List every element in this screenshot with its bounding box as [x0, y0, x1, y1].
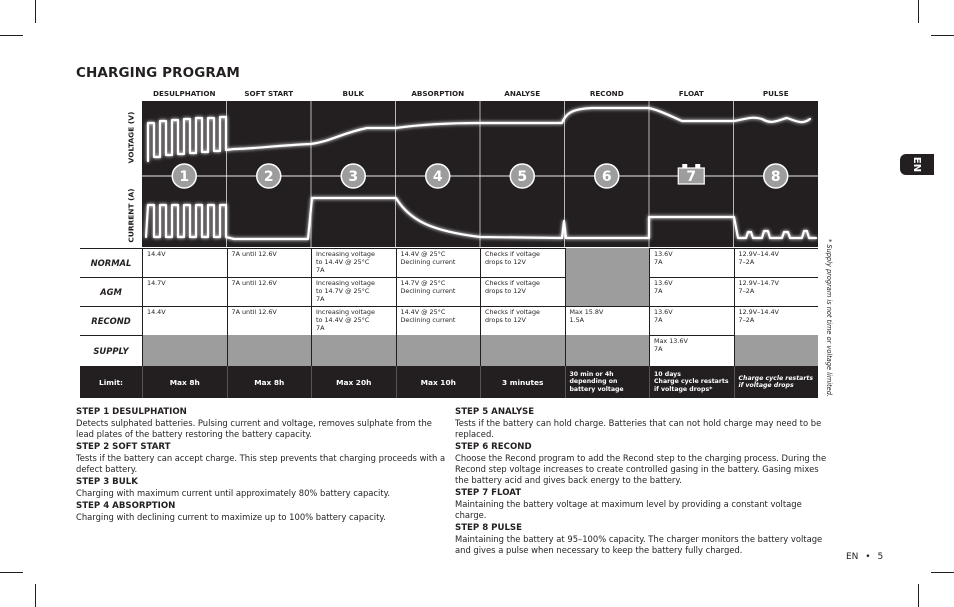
phase-header-soft-start: SOFT START — [244, 89, 294, 98]
limit-label: Limit: — [99, 377, 123, 387]
table-cell — [480, 335, 565, 366]
step-block — [455, 442, 827, 486]
step-title: STEP 8 PULSE — [455, 523, 522, 533]
table-cell — [396, 335, 481, 366]
limit-cell: Max 8h — [227, 366, 312, 398]
step-number: 4 — [432, 169, 443, 185]
table-cell: 12.9V–14.4V 7–2A — [734, 248, 819, 277]
step-number: 2 — [263, 169, 274, 185]
table-cell: Checks if voltage drops to 12V — [480, 306, 565, 335]
step-number: 5 — [517, 169, 528, 185]
phase-header-recond: RECOND — [589, 89, 624, 98]
step-text: Tests if the battery can hold charge. Batteries that can not hold charge may need to be replaced. — [455, 418, 822, 439]
step-block — [76, 442, 448, 475]
table-cell: 13.6V 7A — [649, 277, 734, 306]
table-cell: Checks if voltage drops to 12V — [480, 277, 565, 306]
row-label: RECOND — [91, 315, 131, 326]
step-text: Maintaining the battery voltage at maximum level by providing a constant voltage charge. — [455, 499, 802, 520]
current-axis-label: CURRENT (A) — [126, 188, 136, 243]
row-label: NORMAL — [90, 257, 132, 268]
table-cell — [565, 335, 650, 366]
table-cell: 14.4V — [142, 306, 227, 335]
section-title: CHARGING PROGRAM — [76, 65, 240, 81]
step-number: 1 — [179, 169, 190, 185]
footer-language: EN — [846, 552, 859, 562]
limit-cell: 10 days Charge cycle restarts if voltage drops* — [649, 366, 734, 398]
table-cell: 13.6V 7A — [649, 248, 734, 277]
row-label: SUPPLY — [93, 345, 129, 356]
table-cell: 14.4V — [142, 248, 227, 277]
step-text: Choose the Recond program to add the Recond step to the charging process. During the Recond step voltage increases to create controlled gasing in the battery. Gasing mixes the battery acid and gives back energy to the battery. — [455, 453, 827, 485]
table-cell: 7A until 12.6V — [227, 277, 312, 306]
table-cell — [227, 335, 312, 366]
limit-cell: Max 10h — [396, 366, 481, 398]
table-cell: 13.6V 7A — [649, 306, 734, 335]
table-cell: 12.9V–14.4V 7–2A — [734, 306, 819, 335]
step-block — [76, 407, 448, 440]
phase-header-bulk: BULK — [342, 89, 364, 98]
phase-header-pulse: PULSE — [762, 89, 789, 98]
table-cell — [734, 335, 819, 366]
table-row-agm — [80, 277, 818, 306]
step-badge-2 — [257, 164, 281, 188]
step-badge-1 — [172, 164, 196, 188]
step-title: STEP 4 ABSORPTION — [76, 501, 176, 511]
table-row-recond — [80, 306, 818, 335]
table-cell — [311, 335, 396, 366]
step-number: 3 — [348, 169, 359, 185]
limit-cell: 30 min or 4h depending on battery voltage — [565, 366, 650, 398]
step-badge-3 — [341, 164, 365, 188]
step-title: STEP 6 RECOND — [455, 442, 532, 452]
step-title: STEP 7 FLOAT — [455, 488, 522, 498]
table-cell: 14.7V — [142, 277, 227, 306]
table-cell — [565, 277, 650, 306]
footnote: * Supply program is not time or voltage limited. — [825, 238, 833, 398]
limit-row — [80, 366, 818, 398]
table-cell: 14.7V @ 25°C Declining current — [396, 277, 481, 306]
limit-cell: Max 20h — [311, 366, 396, 398]
step-text: Charging with maximum current until approximately 80% battery capacity. — [76, 488, 391, 498]
limit-cell: Charge cycle restarts if voltage drops — [734, 366, 819, 398]
phase-header-float: FLOAT — [678, 89, 704, 98]
table-cell: 12.9V–14.7V 7–2A — [734, 277, 819, 306]
phase-header-desulphation: DESULPHATION — [153, 89, 216, 98]
row-label: AGM — [100, 286, 122, 297]
table-cell: Max 15.8V 1.5A — [565, 306, 650, 335]
footer-bullet: • — [865, 552, 871, 562]
table-cell — [142, 335, 227, 366]
table-row-normal — [80, 248, 818, 277]
step-number: 8 — [770, 169, 781, 185]
step-title: STEP 5 ANALYSE — [455, 407, 535, 417]
voltage-axis-label: VOLTAGE (V) — [126, 111, 136, 164]
table-cell: Increasing voltage to 14.7V @ 25°C 7A — [311, 277, 396, 306]
step-badge-8 — [764, 164, 788, 188]
limit-cell: Max 8h — [142, 366, 227, 398]
step-title: STEP 3 BULK — [76, 477, 138, 487]
table-cell: Checks if voltage drops to 12V — [480, 248, 565, 277]
charging-chart — [142, 101, 818, 247]
step-number: 7 — [686, 169, 697, 185]
table-cell: 14.4V @ 25°C Declining current — [396, 248, 481, 277]
step-title: STEP 2 SOFT START — [76, 442, 171, 452]
table-cell: 7A until 12.6V — [227, 306, 312, 335]
table-cell: Max 13.6V 7A — [649, 335, 734, 366]
language-tab: EN — [900, 154, 934, 175]
step-block — [76, 477, 448, 499]
limit-cell: 3 minutes — [480, 366, 565, 398]
step-badge-4 — [426, 164, 450, 188]
steps-right-column — [455, 407, 827, 558]
table-cell: Increasing voltage to 14.4V @ 25°C 7A — [311, 248, 396, 277]
step-text: Tests if the battery can accept charge. This step prevents that charging proceeds with a defect battery. — [76, 453, 446, 474]
step-block — [455, 488, 827, 521]
phase-header-analyse: ANALYSE — [504, 89, 541, 98]
steps-left-column — [76, 407, 448, 525]
step-title: STEP 1 DESULPHATION — [76, 407, 187, 417]
step-number: 6 — [601, 169, 612, 185]
step-badge-5 — [510, 164, 534, 188]
phase-header-absorption: ABSORPTION — [411, 89, 465, 98]
table-cell: Increasing voltage to 14.4V @ 25°C 7A — [311, 306, 396, 335]
step-text: Charging with declining current to maximize up to 100% battery capacity. — [76, 512, 386, 522]
page-footer — [846, 552, 883, 562]
step-block — [455, 523, 827, 556]
step-badge-6 — [595, 164, 619, 188]
page-number: 5 — [877, 552, 884, 562]
phase-headers — [142, 89, 818, 101]
table-cell — [565, 248, 650, 277]
table-cell: 14.4V @ 25°C Declining current — [396, 306, 481, 335]
table-cell: 7A until 12.6V — [227, 248, 312, 277]
step-text: Maintaining the battery at 95–100% capacity. The charger monitors the battery voltage and gives a pulse when necessary to keep the battery fully charged. — [455, 534, 823, 555]
step-block — [76, 501, 448, 523]
step-block — [455, 407, 827, 440]
table-row-supply — [80, 335, 818, 366]
step-text: Detects sulphated batteries. Pulsing current and voltage, removes sulphate from the lead plates of the battery restoring the battery capacity. — [76, 418, 432, 439]
